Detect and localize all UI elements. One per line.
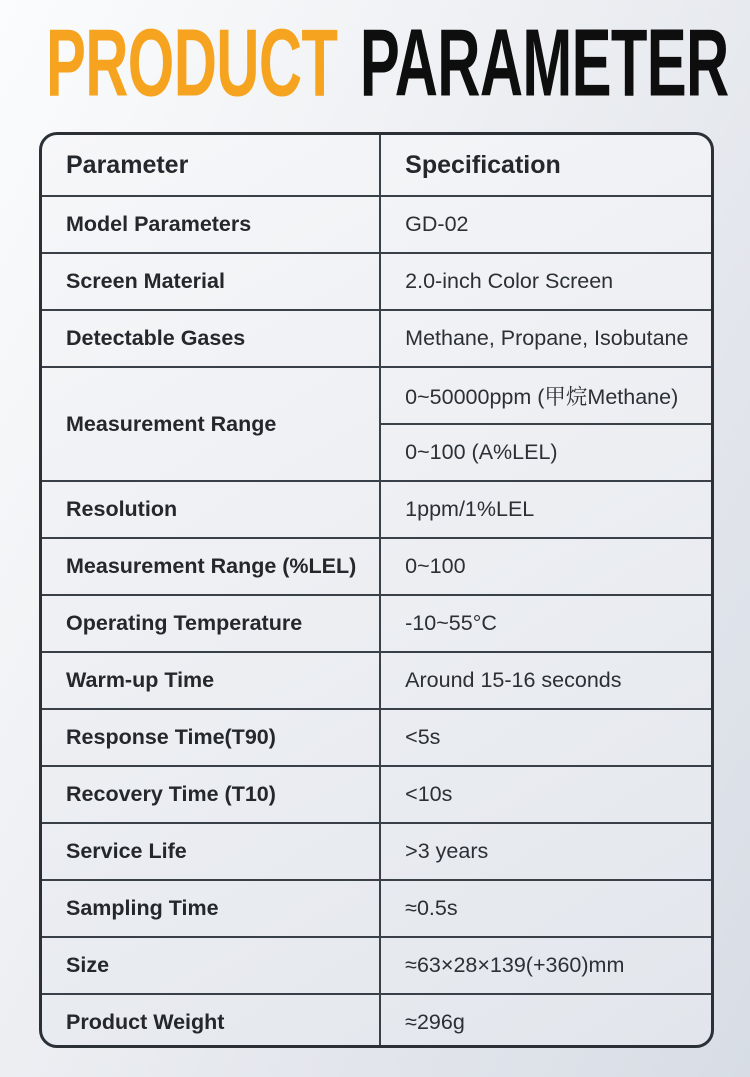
page-title bbox=[46, 10, 729, 117]
table-row bbox=[42, 708, 711, 765]
param-cell: Sampling Time bbox=[42, 879, 381, 936]
table-row bbox=[42, 195, 711, 252]
spec-cell: ≈0.5s bbox=[381, 879, 711, 936]
spec-table-container bbox=[39, 132, 714, 1048]
param-cell: Resolution bbox=[42, 480, 381, 537]
spec-cell: <5s bbox=[381, 708, 711, 765]
param-cell: Screen Material bbox=[42, 252, 381, 309]
table-row bbox=[42, 822, 711, 879]
table-row bbox=[42, 252, 711, 309]
table-row bbox=[42, 879, 711, 936]
spec-table bbox=[42, 135, 711, 1048]
column-header-specification: Specification bbox=[405, 150, 561, 179]
page-title-word-product: PRODUCT bbox=[46, 10, 338, 117]
spec-cell: Methane, Propane, Isobutane bbox=[381, 309, 711, 366]
param-cell: Warm-up Time bbox=[42, 651, 381, 708]
spec-cell: 0~100 (A%LEL) bbox=[381, 423, 711, 480]
table-row bbox=[42, 480, 711, 537]
param-cell: Detectable Gases bbox=[42, 309, 381, 366]
column-header-parameter: Parameter bbox=[42, 135, 381, 195]
param-cell: Response Time(T90) bbox=[42, 708, 381, 765]
page-title-word-parameter: PARAMETER bbox=[359, 10, 729, 117]
spec-cell: Around 15-16 seconds bbox=[381, 651, 711, 708]
table-row bbox=[42, 309, 711, 366]
param-cell: Product Weight bbox=[42, 993, 381, 1048]
spec-cell: -10~55°C bbox=[381, 594, 711, 651]
table-row bbox=[42, 537, 711, 594]
spec-cell: ≈296g bbox=[381, 993, 711, 1048]
table-header-row bbox=[42, 135, 711, 195]
param-cell: Service Life bbox=[42, 822, 381, 879]
table-row bbox=[42, 651, 711, 708]
param-cell: Operating Temperature bbox=[42, 594, 381, 651]
table-row bbox=[42, 765, 711, 822]
param-cell: Measurement Range (%LEL) bbox=[42, 537, 381, 594]
spec-cell: >3 years bbox=[381, 822, 711, 879]
param-cell: Recovery Time (T10) bbox=[42, 765, 381, 822]
table-row bbox=[42, 366, 711, 423]
table-row bbox=[42, 594, 711, 651]
spec-cell: ≈63×28×139(+360)mm bbox=[381, 936, 711, 993]
param-cell: Model Parameters bbox=[42, 195, 381, 252]
spec-cell: <10s bbox=[381, 765, 711, 822]
spec-cell: 2.0-inch Color Screen bbox=[381, 252, 711, 309]
param-cell: Measurement Range bbox=[42, 366, 381, 480]
table-row bbox=[42, 936, 711, 993]
param-cell: Size bbox=[42, 936, 381, 993]
table-row bbox=[42, 993, 711, 1048]
spec-cell: 0~50000ppm (甲烷Methane) bbox=[381, 366, 711, 423]
spec-cell: GD-02 bbox=[381, 195, 711, 252]
spec-cell: 1ppm/1%LEL bbox=[381, 480, 711, 537]
spec-cell: 0~100 bbox=[381, 537, 711, 594]
